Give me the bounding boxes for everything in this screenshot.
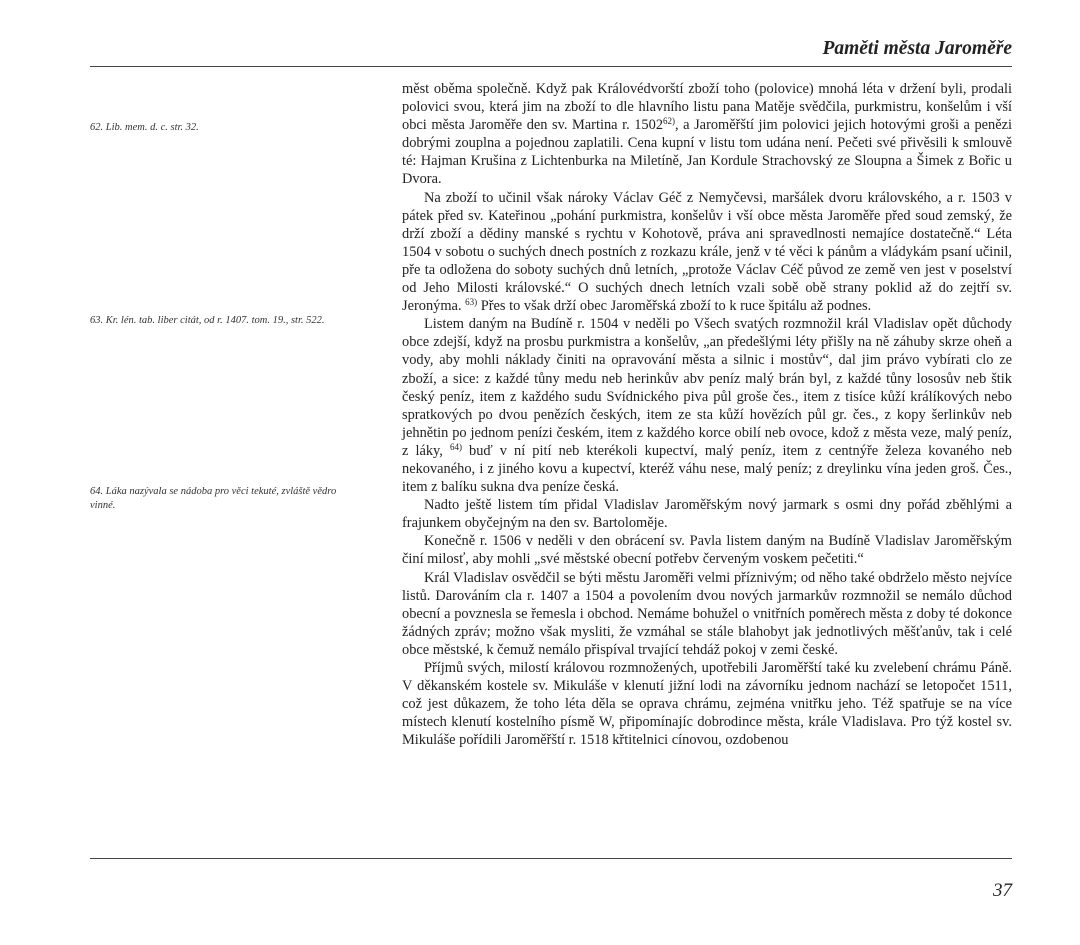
paragraph-2-text-b: Přes to však drží obec Jaroměřská zboží to k ruce špitálu až podnes. xyxy=(477,298,872,315)
footnote-62: 62. Lib. mem. d. c. str. 32. xyxy=(90,122,199,133)
footnote-64: 64. Láka nazývala se nádoba pro věci tekuté, zvláště vědro vinné. xyxy=(90,486,337,511)
main-text-column xyxy=(402,80,1012,749)
paragraph-2-text-a: Na zboží to učinil však nároky Václav Géč z Nemyčevsi, maršálek dvoru královského, a r. 1503 v pátek před sv. Kateřinou „pohání purkmistra, konšelův i vší obce města Jaroměře před soud zemský, že drží zboží a dědiny manské s rychtu v Kohotově, práva ani spravedlnosti nemajíce dostatečně.“ Léta 1504 v sobotu o suchých dnech postních z rozkazu krále, jenž v té věci k pánům a vládykám psaní učinil, pře ta odložena do soboty suchých dnů letních, „protože Václav Céč původ ze země ven jest v poselství od Jeho Milosti královské.“ O suchých dnech letních vzali sobě obě strany poklid až do zejtří sv. Jeronýma. xyxy=(402,189,1012,315)
footnote-ref-62: 62) xyxy=(663,116,676,127)
paragraph-3-text-a: Listem daným na Budíně r. 1504 v neděli po Všech svatých rozmnožil král Vladislav opět důchody obce zdejší, když na prosbu purkmistra a konšelův, „an předešlými léty přišly na ně záhuby skrze oheň a vody, aby mohli náklady činiti na opravování města a silnic i mostův“, dal jim právo vybírati clo ze zboží, a sice: z každé tůny medu neb herinkův abv peníz malý brán byl, z každé tůny lososův neb štik český peníz, item z každého sudu Svídnického piva půl groše čes., item z tisíce kůží králíkových nebo spratkových po dvou penězích českých, item ze sta kůží hovězích půl gr. čes., z kopy šerlinkův neb jehnětin po jednom penízi českém, item z každého korce obilí neb ovoce, kdož z města veze, malý peníz, z láky, xyxy=(402,316,1012,459)
paragraph-2 xyxy=(402,189,1012,316)
paragraph-3-text-b: buď v ní pití neb kterékoli kupectví, malý peníz, item z centnýře železa kovaného neb nekovaného, i z jiného kovu a kupectví, kteréž váhu nese, malý peníz; z dreylinku vína jeden groš. Čes., item z balíku sukna dva peníze česká. xyxy=(402,442,1012,496)
footer-rule xyxy=(90,858,1012,859)
paragraph-1 xyxy=(402,80,1012,189)
paragraph-6: Král Vladislav osvědčil se býti městu Jaroměři velmi příznivým; od něho také obdrželo město nejvíce listů. Darováním cla r. 1407 a 1504 a povolením dvou nových jarmarkův rozmnožil se nemálo důchod obecní a povznesla se řemesla i obchod. Nemáme bohužel o vnitřních poměrech města z doby té dokonce žádných zpráv; možno však mysliti, že vzmáhal se stále blahobyt jak jednotlivých měšťanův, tak i celé obce městské, k čemuž nemálo přispíval trvající tehdáž pokoj v zemi české. xyxy=(402,569,1012,658)
paragraph-4: Nadto ještě listem tím přidal Vladislav Jaroměřským nový jarmark s osmi dny pořád zběhlými a frajunkem obyčejným na den sv. Bartoloměje. xyxy=(402,497,1012,532)
page-number: 37 xyxy=(993,880,1012,901)
footnote-63: 63. Kr. lén. tab. liber citát, od r. 1407. tom. 19., str. 522. xyxy=(90,315,325,326)
footnote-ref-64: 64) xyxy=(449,441,462,452)
running-header-title: Paměti města Jaroměře xyxy=(822,38,1012,59)
paragraph-1-text-a: měst oběma společně. Když pak Královédvorští zboží toho (polovice) mnohá léta v držení byli, prodali polovici svou, která jim na zboží to dle hlavního listu pana Matěje svědčila, purkmistru, konšelům i vší obci města Jaroměře den sv. Martina r. 1502 xyxy=(402,81,1012,134)
paragraph-5: Konečně r. 1506 v neděli v den obrácení sv. Pavla listem daným na Budíně Vladislav Jaroměřským činí milosť, aby mohli „své městské obecní potřebv červeným voskem pečetiti.“ xyxy=(402,533,1012,568)
paragraph-7: Příjmů svých, milostí královou rozmnožených, upotřebili Jaroměřští také ku zvelebení chrámu Páně. V děkanském kostele sv. Mikuláše v klenutí jižní lodi na závorníku jednom nachází se letopočet 1511, což jest důkazem, že toho léta děla se oprava chrámu, zejména vnitřku jeho. Též spatřuje se na více místech klenutí kostelního písmě W, připomínajíc dobrodince města, krále Vladislava. Pro týž kostel sv. Mikuláše pořídili Jaroměřští r. 1518 křtitelnici cínovou, ozdobenou xyxy=(402,660,1012,749)
footnote-ref-63: 63) xyxy=(465,297,478,308)
paragraph-3 xyxy=(402,315,1012,496)
paragraph-1-text-b: , a Jaroměřští jim polovici jejich hotovými groši a penězi dobrými zouplna a pojednou zaplatili. Cena kupní v listu tom udána není. Pečeti své přivěsili k smlouvě té: Hajman Krušina z Lichtenburka na Miletíně, Jan Kordule Strachovský ze Sloupna a Šimek z Bořic u Dvora. xyxy=(402,117,1012,188)
header-rule xyxy=(90,66,1012,67)
